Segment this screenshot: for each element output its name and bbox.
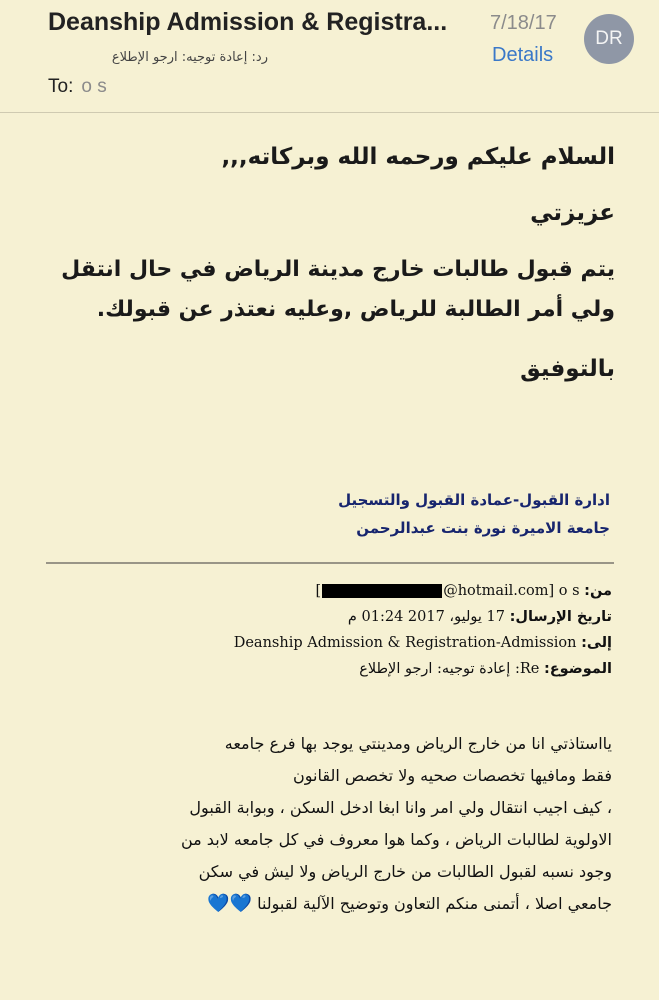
quoted-sent-label: تاريخ الإرسال: (509, 609, 612, 625)
quoted-to-value: Deanship Admission & Registration-Admission (233, 635, 577, 651)
quoted-subject-row (40, 656, 612, 682)
quoted-message-body (46, 728, 612, 920)
greeting-text: السلام عليكم ورحمه الله وبركاته,,, (221, 144, 615, 170)
quoted-line: فقط ومافيها تخصصات صحيه ولا تخصص القانون (293, 766, 612, 785)
header-divider (0, 112, 659, 113)
reply-subject-line: رد: إعادة توجيه: ارجو الإطلاع (111, 50, 268, 65)
quoted-subject-label: الموضوع: (543, 661, 612, 677)
details-link[interactable]: Details (492, 44, 554, 66)
quoted-email-domain: @hotmail.com (443, 583, 549, 599)
to-label: To: (48, 76, 74, 97)
quoted-from-name: o s (558, 583, 580, 599)
signature-department: ادارة القبول-عمادة القبول والتسجيل (338, 491, 610, 509)
reply-body (40, 130, 615, 386)
reply-paragraph: يتم قبول طالبات خارج مدينة الرياض في حال انتقل ولي أمر الطالبة للرياض ,وعليه نعتذر عن قبولك. (61, 257, 615, 322)
signature-university: جامعة الاميرة نورة بنت عبدالرحمن (356, 519, 610, 537)
quoted-divider (46, 562, 614, 564)
quoted-header (40, 578, 612, 682)
recipient-name[interactable]: o s (81, 76, 107, 97)
quoted-to-row (40, 630, 612, 656)
quoted-from-label: من: (584, 583, 612, 599)
email-date: 7/18/17 (490, 12, 557, 34)
signature-block (40, 486, 610, 542)
recipient-line (48, 76, 107, 98)
quoted-line: يااستاذتي انا من خارج الرياض ومدينتي يوجد بها فرع جامعه (224, 734, 612, 753)
sender-avatar[interactable]: DR (584, 14, 634, 64)
quoted-line: جامعي اصلا ، أتمنى منكم التعاون وتوضيح الآلية لقبولنا (257, 894, 612, 913)
quoted-to-label: إلى: (581, 635, 612, 651)
quoted-from-row (40, 578, 612, 604)
salutation-text: عزيزتي (530, 200, 615, 226)
quoted-from-email[interactable]: [ @hotmail.com] (315, 583, 555, 599)
quoted-sent-row (40, 604, 612, 630)
quoted-subject-value: Re: إعادة توجيه: ارجو الإطلاع (359, 661, 540, 677)
quoted-line: وجود نسبه لقبول الطالبات من خارج الرياض ولا ليش في سكن (198, 862, 612, 881)
quoted-sent-value: 17 يوليو، 2017 01:24 م (347, 609, 505, 625)
quoted-line: الاولوية لطالبات الرياض ، وكما هوا معروف في كل جامعه لابد من (180, 830, 612, 849)
quoted-line: ، كيف اجيب انتقال ولي امر وانا ابغا ادخل السكن ، وبوابة القبول (189, 798, 612, 817)
quoted-line-last (46, 888, 612, 920)
blue-heart-icon: 💙💙 (207, 893, 252, 914)
email-subject: Deanship Admission & Registra... (48, 8, 448, 36)
closing-text: بالتوفيق (520, 356, 615, 382)
email-header (0, 0, 659, 112)
redacted-block (322, 584, 442, 598)
